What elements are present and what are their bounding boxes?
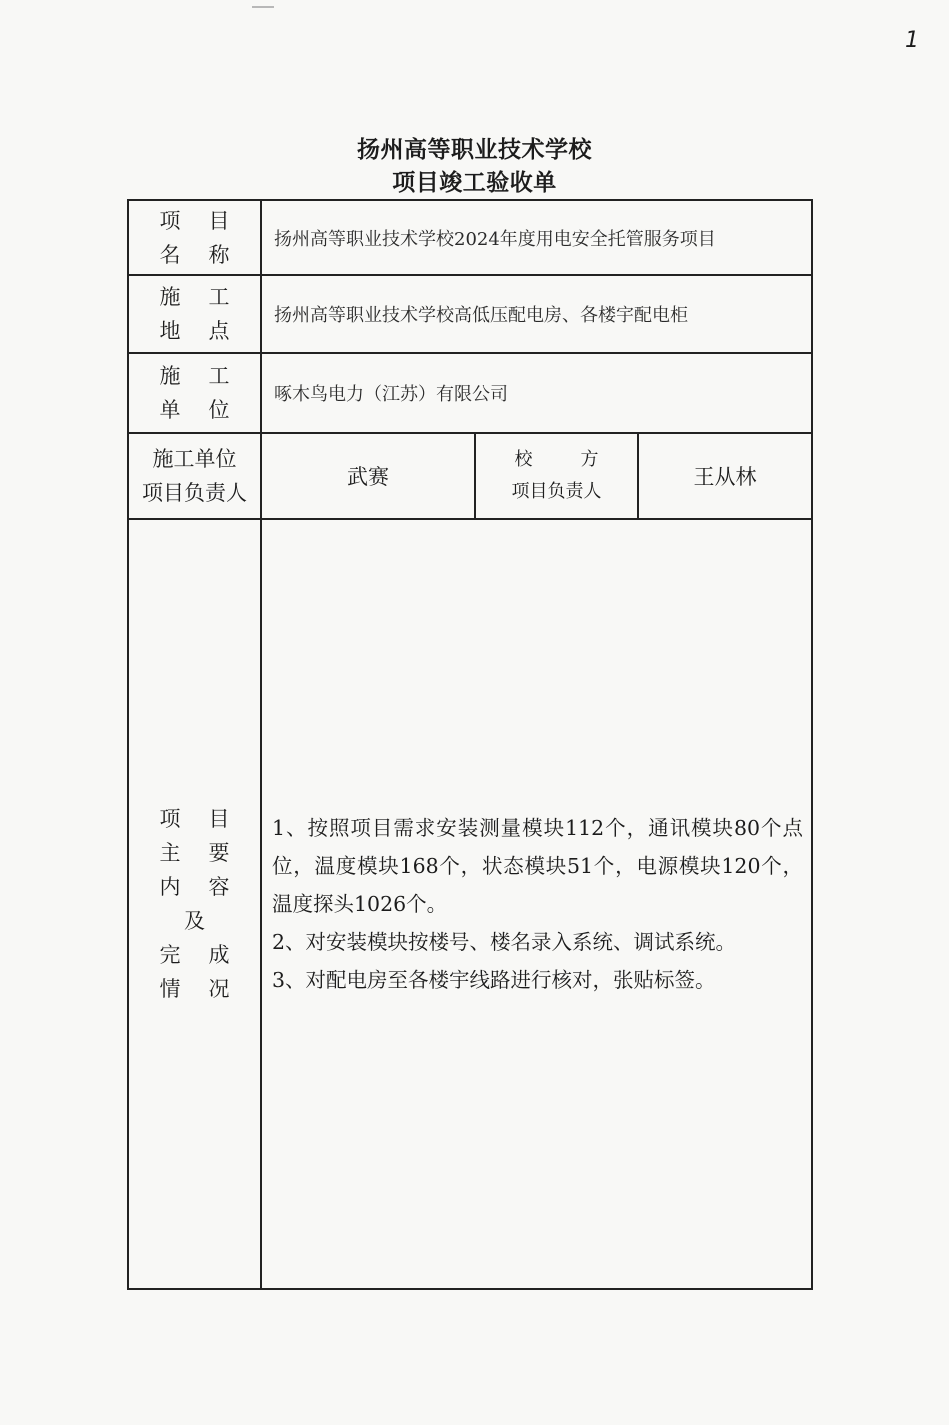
page-number: 1 <box>905 28 919 53</box>
acceptance-form-table <box>127 199 813 1290</box>
label-site: 施 工 地 点 <box>128 275 261 353</box>
value-site: 扬州高等职业技术学校高低压配电房、各楼宇配电柜 <box>261 275 812 353</box>
value-work-content <box>261 519 812 1289</box>
label-project-name: 项 目 名 称 <box>128 200 261 275</box>
value-contractor-manager: 武赛 <box>261 433 475 519</box>
row-contractor <box>128 353 812 433</box>
scan-artifact <box>252 6 274 8</box>
value-project-name: 扬州高等职业技术学校2024年度用电安全托管服务项目 <box>261 200 812 275</box>
label-contractor-manager: 施工单位 项目负责人 <box>128 433 261 519</box>
value-contractor: 啄木鸟电力（江苏）有限公司 <box>261 353 812 433</box>
label-contractor: 施 工 单 位 <box>128 353 261 433</box>
row-site <box>128 275 812 353</box>
row-managers <box>128 433 812 519</box>
label-work-content: 项 目 主 要 内 容 及 完 成 情 况 <box>128 519 261 1289</box>
value-school-manager: 王从林 <box>638 433 812 519</box>
label-school-manager: 校 方 项目负责人 <box>475 433 638 519</box>
work-item-3: 3、对配电房至各楼宇线路进行核对，张贴标签。 <box>272 968 716 992</box>
row-work-content <box>128 519 812 1289</box>
work-item-2: 2、对安装模块按楼号、楼名录入系统、调试系统。 <box>272 930 737 954</box>
document-subtitle: 项目竣工验收单 <box>392 170 557 196</box>
document-title: 扬州高等职业技术学校 <box>357 137 592 163</box>
row-project-name <box>128 200 812 275</box>
work-item-1: 1、按照项目需求安装测量模块112个，通讯模块80个点位，温度模块168个，状态模块51个，电源模块120个，温度探头1026个。 <box>272 816 803 916</box>
